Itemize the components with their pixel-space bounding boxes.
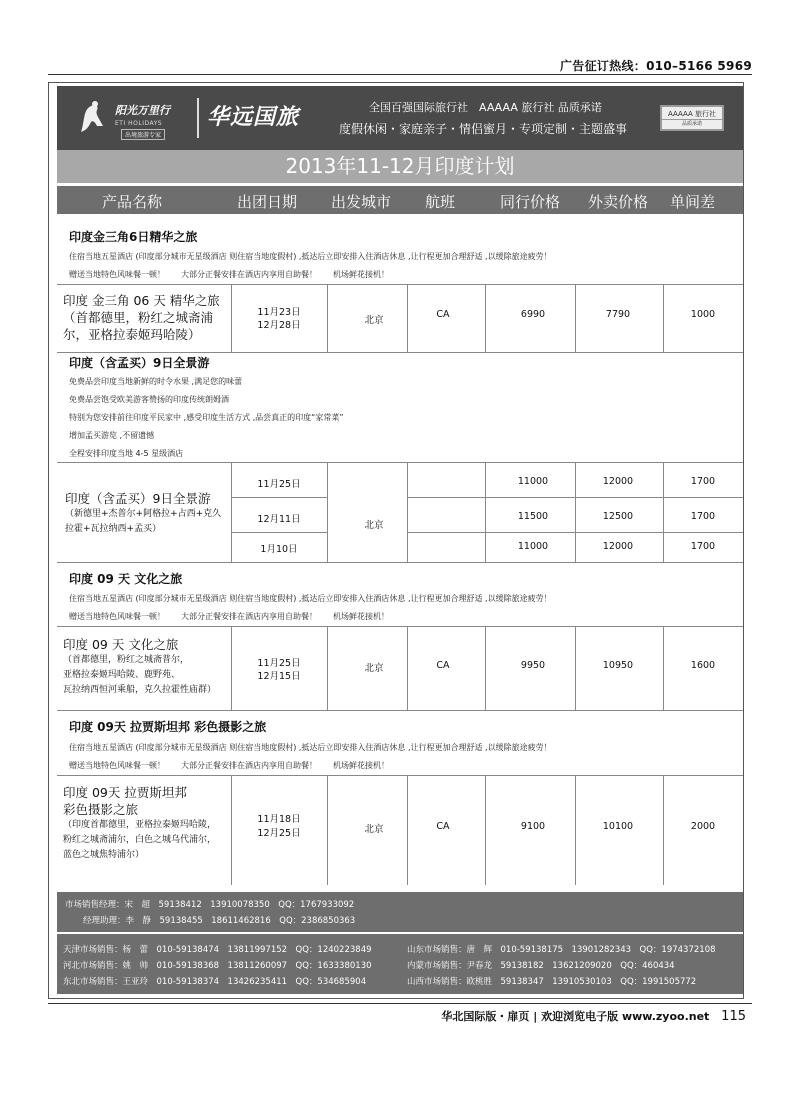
contact-line: 天津市场销售：杨 蕾 010-59138474 13811997152 QQ：1240223849 xyxy=(63,945,372,955)
slogan-line-2: 度假休闲・家庭亲子・情侣蜜月・专项定制・主题盛事 xyxy=(339,122,628,136)
col-divider xyxy=(231,284,232,352)
col-divider xyxy=(327,626,328,710)
single-supplement: 1700 xyxy=(690,541,716,552)
page-title: 2013年11-12月印度计划 xyxy=(57,150,743,183)
col-divider xyxy=(485,284,486,352)
header-city: 出发城市 xyxy=(331,193,392,211)
col-divider xyxy=(407,284,408,352)
product-route: （首都德里，粉红之城斋浦尔，亚格拉泰姬玛哈陵） xyxy=(63,310,214,342)
retail-price: 12500 xyxy=(602,511,634,522)
section-title: 印度金三角6日精华之旅 xyxy=(69,230,198,244)
header-retail-price: 外卖价格 xyxy=(588,193,649,211)
col-divider xyxy=(231,462,232,562)
product-route: （首都德里，粉红之城斋普尔， xyxy=(63,655,190,665)
brand-eti-name: 阳光万里行 xyxy=(115,104,170,117)
col-divider xyxy=(327,775,328,885)
brand-divider xyxy=(197,98,199,138)
row-divider xyxy=(57,710,743,711)
itinerary-table xyxy=(57,214,743,890)
col-divider xyxy=(663,626,664,710)
product-name-text: 印度 09 天 文化之旅 xyxy=(63,637,179,652)
single-supplement: 1700 xyxy=(690,476,716,487)
page-number: 115 xyxy=(721,1009,746,1024)
row-divider xyxy=(57,352,743,353)
peer-price: 11500 xyxy=(517,511,549,522)
contact-line: 内蒙市场销售：尹春龙 59138182 13621209020 QQ：460434 xyxy=(407,961,675,971)
col-divider xyxy=(407,626,408,710)
brand-eti-english: ETI HOLIDAYS xyxy=(115,120,163,127)
header-flight: 航班 xyxy=(425,193,456,211)
product-name-text: 印度 09天 拉贾斯坦邦 xyxy=(63,785,187,800)
brand-banner xyxy=(57,86,743,150)
product-name-text: 印度 金三角 06 天 精华之旅 xyxy=(63,293,220,308)
section-note: 免费品尝印度当地新鲜的时令水果 ,满足您的味蕾 xyxy=(69,377,243,386)
page-footer xyxy=(441,1008,746,1024)
retail-price: 10100 xyxy=(602,821,634,832)
header-product: 产品名称 xyxy=(102,193,163,211)
flight-code: CA xyxy=(436,660,450,671)
flight-code: CA xyxy=(436,821,450,832)
col-divider xyxy=(575,284,576,352)
product-route: 亚格拉泰姬玛哈陵、鹿野苑、 xyxy=(63,670,181,680)
section-note: 赠送当地特色风味餐一顿！ 大部分正餐安排在酒店内享用自助餐！ 机场鲜花接机！ xyxy=(69,270,389,279)
section-note: 住宿当地五星酒店 (印度部分城市无星级酒店 则住宿当地度假村) ,抵达后立即安排入住酒店休息 ,让行程更加合理舒适 ,以缓除旅途疲劳！ xyxy=(69,252,552,261)
single-supplement: 1600 xyxy=(690,660,716,671)
row-divider xyxy=(57,562,743,563)
row-divider xyxy=(407,497,743,498)
product-name xyxy=(63,636,228,698)
col-divider xyxy=(663,775,664,885)
row-divider xyxy=(231,497,327,498)
section-title: 印度 09 天 文化之旅 xyxy=(69,572,183,586)
product-name xyxy=(63,292,233,343)
footer-website: 欢迎浏览电子版 www.zyoo.net xyxy=(541,1010,710,1023)
col-divider xyxy=(231,626,232,710)
product-route: 粉红之城斋浦尔，白色之城乌代浦尔， xyxy=(63,835,217,845)
departure-date: 11月25日 xyxy=(257,658,301,669)
single-supplement: 1000 xyxy=(690,309,716,320)
footer-separator: | xyxy=(533,1010,538,1023)
regional-contacts xyxy=(57,934,743,994)
kangaroo-logo-icon xyxy=(75,96,107,136)
contact-line: 市场销售经理：宋 超 59138412 13910078350 QQ：1767933092 xyxy=(65,900,355,910)
departure-date: 12月11日 xyxy=(257,514,301,525)
aaaaa-badge xyxy=(660,105,724,131)
departure-date: 1月10日 xyxy=(260,544,298,555)
col-divider xyxy=(327,284,328,352)
retail-price: 12000 xyxy=(602,541,634,552)
retail-price: 10950 xyxy=(602,660,634,671)
header-date: 出团日期 xyxy=(237,193,298,211)
departure-city: 北京 xyxy=(364,315,384,326)
section-title: 印度 09天 拉贾斯坦邦 彩色摄影之旅 xyxy=(69,720,267,734)
col-divider xyxy=(575,626,576,710)
product-name-text: 印度（含孟买）9日全景游 xyxy=(65,491,211,506)
departure-date: 12月15日 xyxy=(257,671,301,682)
footer-edition: 华北国际版・扉页 xyxy=(441,1010,530,1023)
col-divider xyxy=(407,775,408,885)
header-single-supplement: 单间差 xyxy=(670,193,716,211)
col-divider xyxy=(231,775,232,885)
contact-line: 东北市场销售：王亚玲 010-59138374 13426235411 QQ：534685904 xyxy=(63,977,367,987)
top-rule xyxy=(48,74,752,75)
peer-price: 9100 xyxy=(520,821,546,832)
departure-date: 11月25日 xyxy=(257,479,301,490)
departure-date: 11月18日 xyxy=(257,814,301,825)
footer-rule xyxy=(48,1003,752,1004)
departure-date: 12月25日 xyxy=(257,828,301,839)
col-divider xyxy=(485,462,486,562)
product-route: 瓦拉纳西恒河乘船，克久拉霍性庙群） xyxy=(63,685,217,695)
ad-hotline: 广告征订热线：010–5166 5969 xyxy=(559,59,752,73)
peer-price: 11000 xyxy=(517,541,549,552)
section-note: 全程安排印度当地 4-5 星级酒店 xyxy=(69,449,184,458)
peer-price: 9950 xyxy=(520,660,546,671)
departure-city: 北京 xyxy=(364,663,384,674)
departure-date: 12月28日 xyxy=(257,320,301,331)
section-note: 特别为您安排前往印度平民家中 ,感受印度生活方式 ,品尝真正的印度“家常菜” xyxy=(69,413,344,422)
col-divider xyxy=(663,284,664,352)
product-name-text: 彩色摄影之旅 xyxy=(63,802,139,817)
contact-line: 河北市场销售：姚 帅 010-59138368 13811260097 QQ：1633380130 xyxy=(63,961,372,971)
col-divider xyxy=(485,626,486,710)
product-name xyxy=(65,490,230,537)
manager-contacts xyxy=(57,892,743,932)
row-divider xyxy=(57,775,743,776)
single-supplement: 1700 xyxy=(690,511,716,522)
row-divider xyxy=(231,532,327,533)
section-title: 印度（含孟买）9日全景游 xyxy=(69,356,210,370)
contact-line: 山西市场销售：欧桃胜 59138347 13910530103 QQ：1991505772 xyxy=(407,977,697,987)
col-divider xyxy=(485,775,486,885)
peer-price: 6990 xyxy=(520,309,546,320)
badge-text: AAAAA 旅行社 xyxy=(662,109,722,120)
col-divider xyxy=(575,775,576,885)
header-peer-price: 同行价格 xyxy=(500,193,561,211)
section-note: 住宿当地五星酒店 (印度部分城市无星级酒店 则住宿当地度假村) ,抵达后立即安排入住酒店休息 ,让行程更加合理舒适 ,以缓除旅途疲劳！ xyxy=(69,594,552,603)
row-divider xyxy=(57,626,743,627)
section-note: 增加孟买游览 ,不留遗憾 xyxy=(69,431,155,440)
section-note: 赠送当地特色风味餐一顿！ 大部分正餐安排在酒店内享用自助餐！ 机场鲜花接机！ xyxy=(69,761,389,770)
brand-huayuan: 华远国旅 xyxy=(207,105,300,130)
col-divider xyxy=(407,462,408,562)
row-divider xyxy=(57,284,743,285)
row-divider xyxy=(407,532,743,533)
peer-price: 11000 xyxy=(517,476,549,487)
section-note: 住宿当地五星酒店 (印度部分城市无星级酒店 则住宿当地度假村) ,抵达后立即安排入住酒店休息 ,让行程更加合理舒适 ,以缓除旅途疲劳！ xyxy=(69,743,552,752)
product-route: 蓝色之城焦特浦尔） xyxy=(63,850,145,860)
product-route: （印度首都德里，亚格拉泰姬玛哈陵， xyxy=(63,820,217,830)
departure-city: 北京 xyxy=(364,824,384,835)
table-header xyxy=(57,186,743,214)
retail-price: 12000 xyxy=(602,476,634,487)
badge-subtext: 品质承诺 xyxy=(681,121,702,127)
col-divider xyxy=(663,462,664,562)
col-divider xyxy=(327,462,328,562)
section-note: 赠送当地特色风味餐一顿！ 大部分正餐安排在酒店内享用自助餐！ 机场鲜花接机！ xyxy=(69,612,389,621)
slogan-line-1: 全国百强国际旅行社 AAAAA 旅行社 品质承诺 xyxy=(369,101,602,114)
product-route: （新德里+杰普尔+阿格拉+占西+克久拉霍+瓦拉纳西+孟买） xyxy=(65,509,222,534)
single-supplement: 2000 xyxy=(690,821,716,832)
col-divider xyxy=(575,462,576,562)
row-divider xyxy=(57,462,743,463)
product-name xyxy=(63,784,231,863)
departure-date: 11月23日 xyxy=(257,307,301,318)
retail-price: 7790 xyxy=(605,309,631,320)
departure-city: 北京 xyxy=(364,520,384,531)
contact-line: 经理助理：李 静 59138455 18611462816 QQ：2386850363 xyxy=(83,916,356,926)
contact-line: 山东市场销售：唐 辉 010-59138175 13901282343 QQ：1974372108 xyxy=(407,945,716,955)
flight-code: CA xyxy=(436,309,450,320)
section-note: 免费品尝饱受欧美游客赞扬的印度传统朗姆酒 xyxy=(69,395,229,404)
brand-eti-tagline: 出境旅游专家 xyxy=(121,129,165,140)
